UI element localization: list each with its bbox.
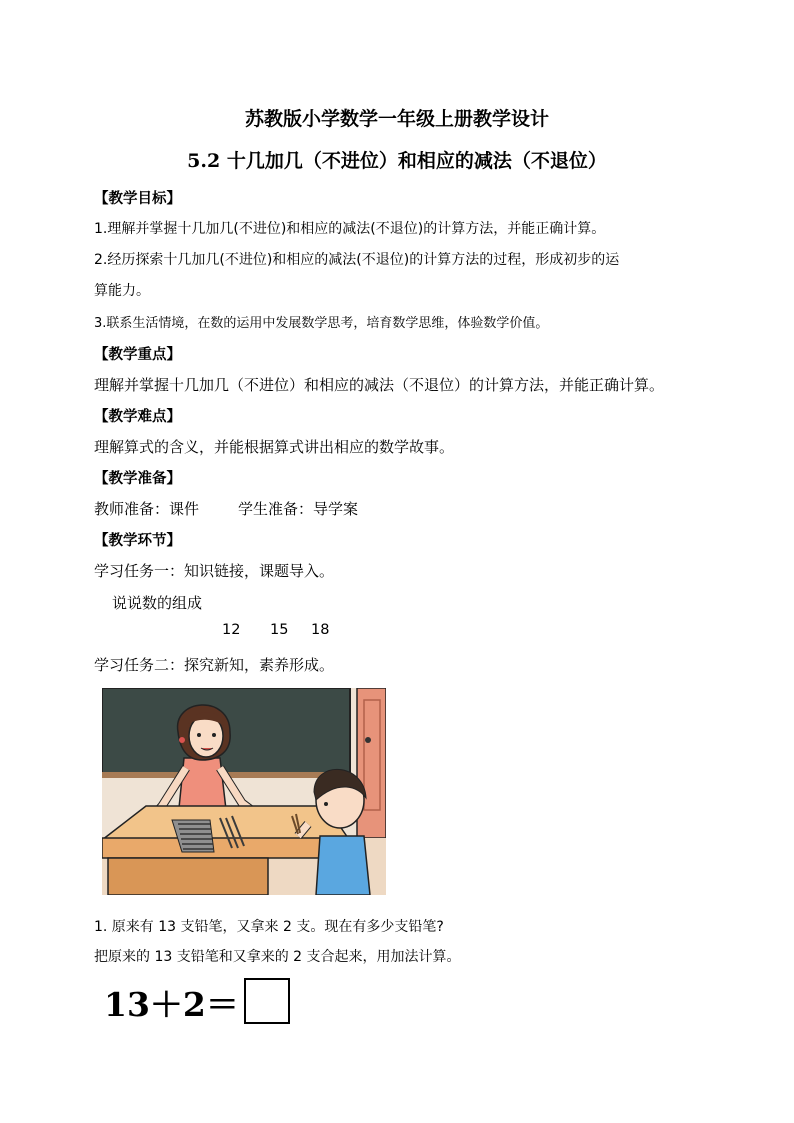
lesson-subtitle: 5.2 十几加几（不进位）和相应的减法（不退位） (187, 150, 607, 172)
teacher-student-pencils-illustration (102, 688, 386, 895)
objective-1: 1.理解并掌握十几加几(不进位)和相应的减法(不退位)的计算方法，并能正确计算。 (94, 221, 606, 237)
number-item: 12 (222, 622, 241, 638)
objective-3: 3.联系生活情境，在数的运用中发展数学思考，培育数学思维，体验数学价值。 (94, 316, 549, 331)
document-title: 苏教版小学数学一年级上册教学设计 (244, 108, 549, 130)
answer-box[interactable] (244, 978, 290, 1024)
objectives-heading: 【教学目标】 (94, 191, 181, 207)
teacher-preparation: 教师准备：课件 (94, 500, 200, 518)
objective-2-line-2: 算能力。 (94, 283, 150, 299)
task-1-prompt: 说说数的组成 (112, 594, 203, 612)
student-preparation: 学生准备：导学案 (238, 500, 359, 518)
key-points-text: 理解并掌握十几加几（不进位）和相应的减法（不退位）的计算方法，并能正确计算。 (94, 376, 665, 394)
preparation-heading: 【教学准备】 (94, 471, 181, 487)
addition-explanation: 把原来的 13 支铅笔和又拿来的 2 支合起来，用加法计算。 (94, 949, 461, 965)
number-item: 18 (311, 622, 330, 638)
question-1: 1. 原来有 13 支铅笔，又拿来 2 支。现在有多少支铅笔? (94, 919, 444, 935)
difficulties-text: 理解算式的含义，并能根据算式讲出相应的数学故事。 (94, 438, 455, 456)
key-points-heading: 【教学重点】 (94, 347, 181, 363)
difficulties-heading: 【教学难点】 (94, 409, 181, 425)
task-2: 学习任务二：探究新知，素养形成。 (94, 656, 335, 674)
process-heading: 【教学环节】 (94, 533, 181, 549)
addition-equation: 13＋2＝ (104, 985, 239, 1024)
task-1: 学习任务一：知识链接，课题导入。 (94, 562, 335, 580)
objective-2-line-1: 2.经历探索十几加几(不进位)和相应的减法(不退位)的计算方法的过程，形成初步的运 (94, 252, 620, 268)
number-item: 15 (270, 622, 289, 638)
